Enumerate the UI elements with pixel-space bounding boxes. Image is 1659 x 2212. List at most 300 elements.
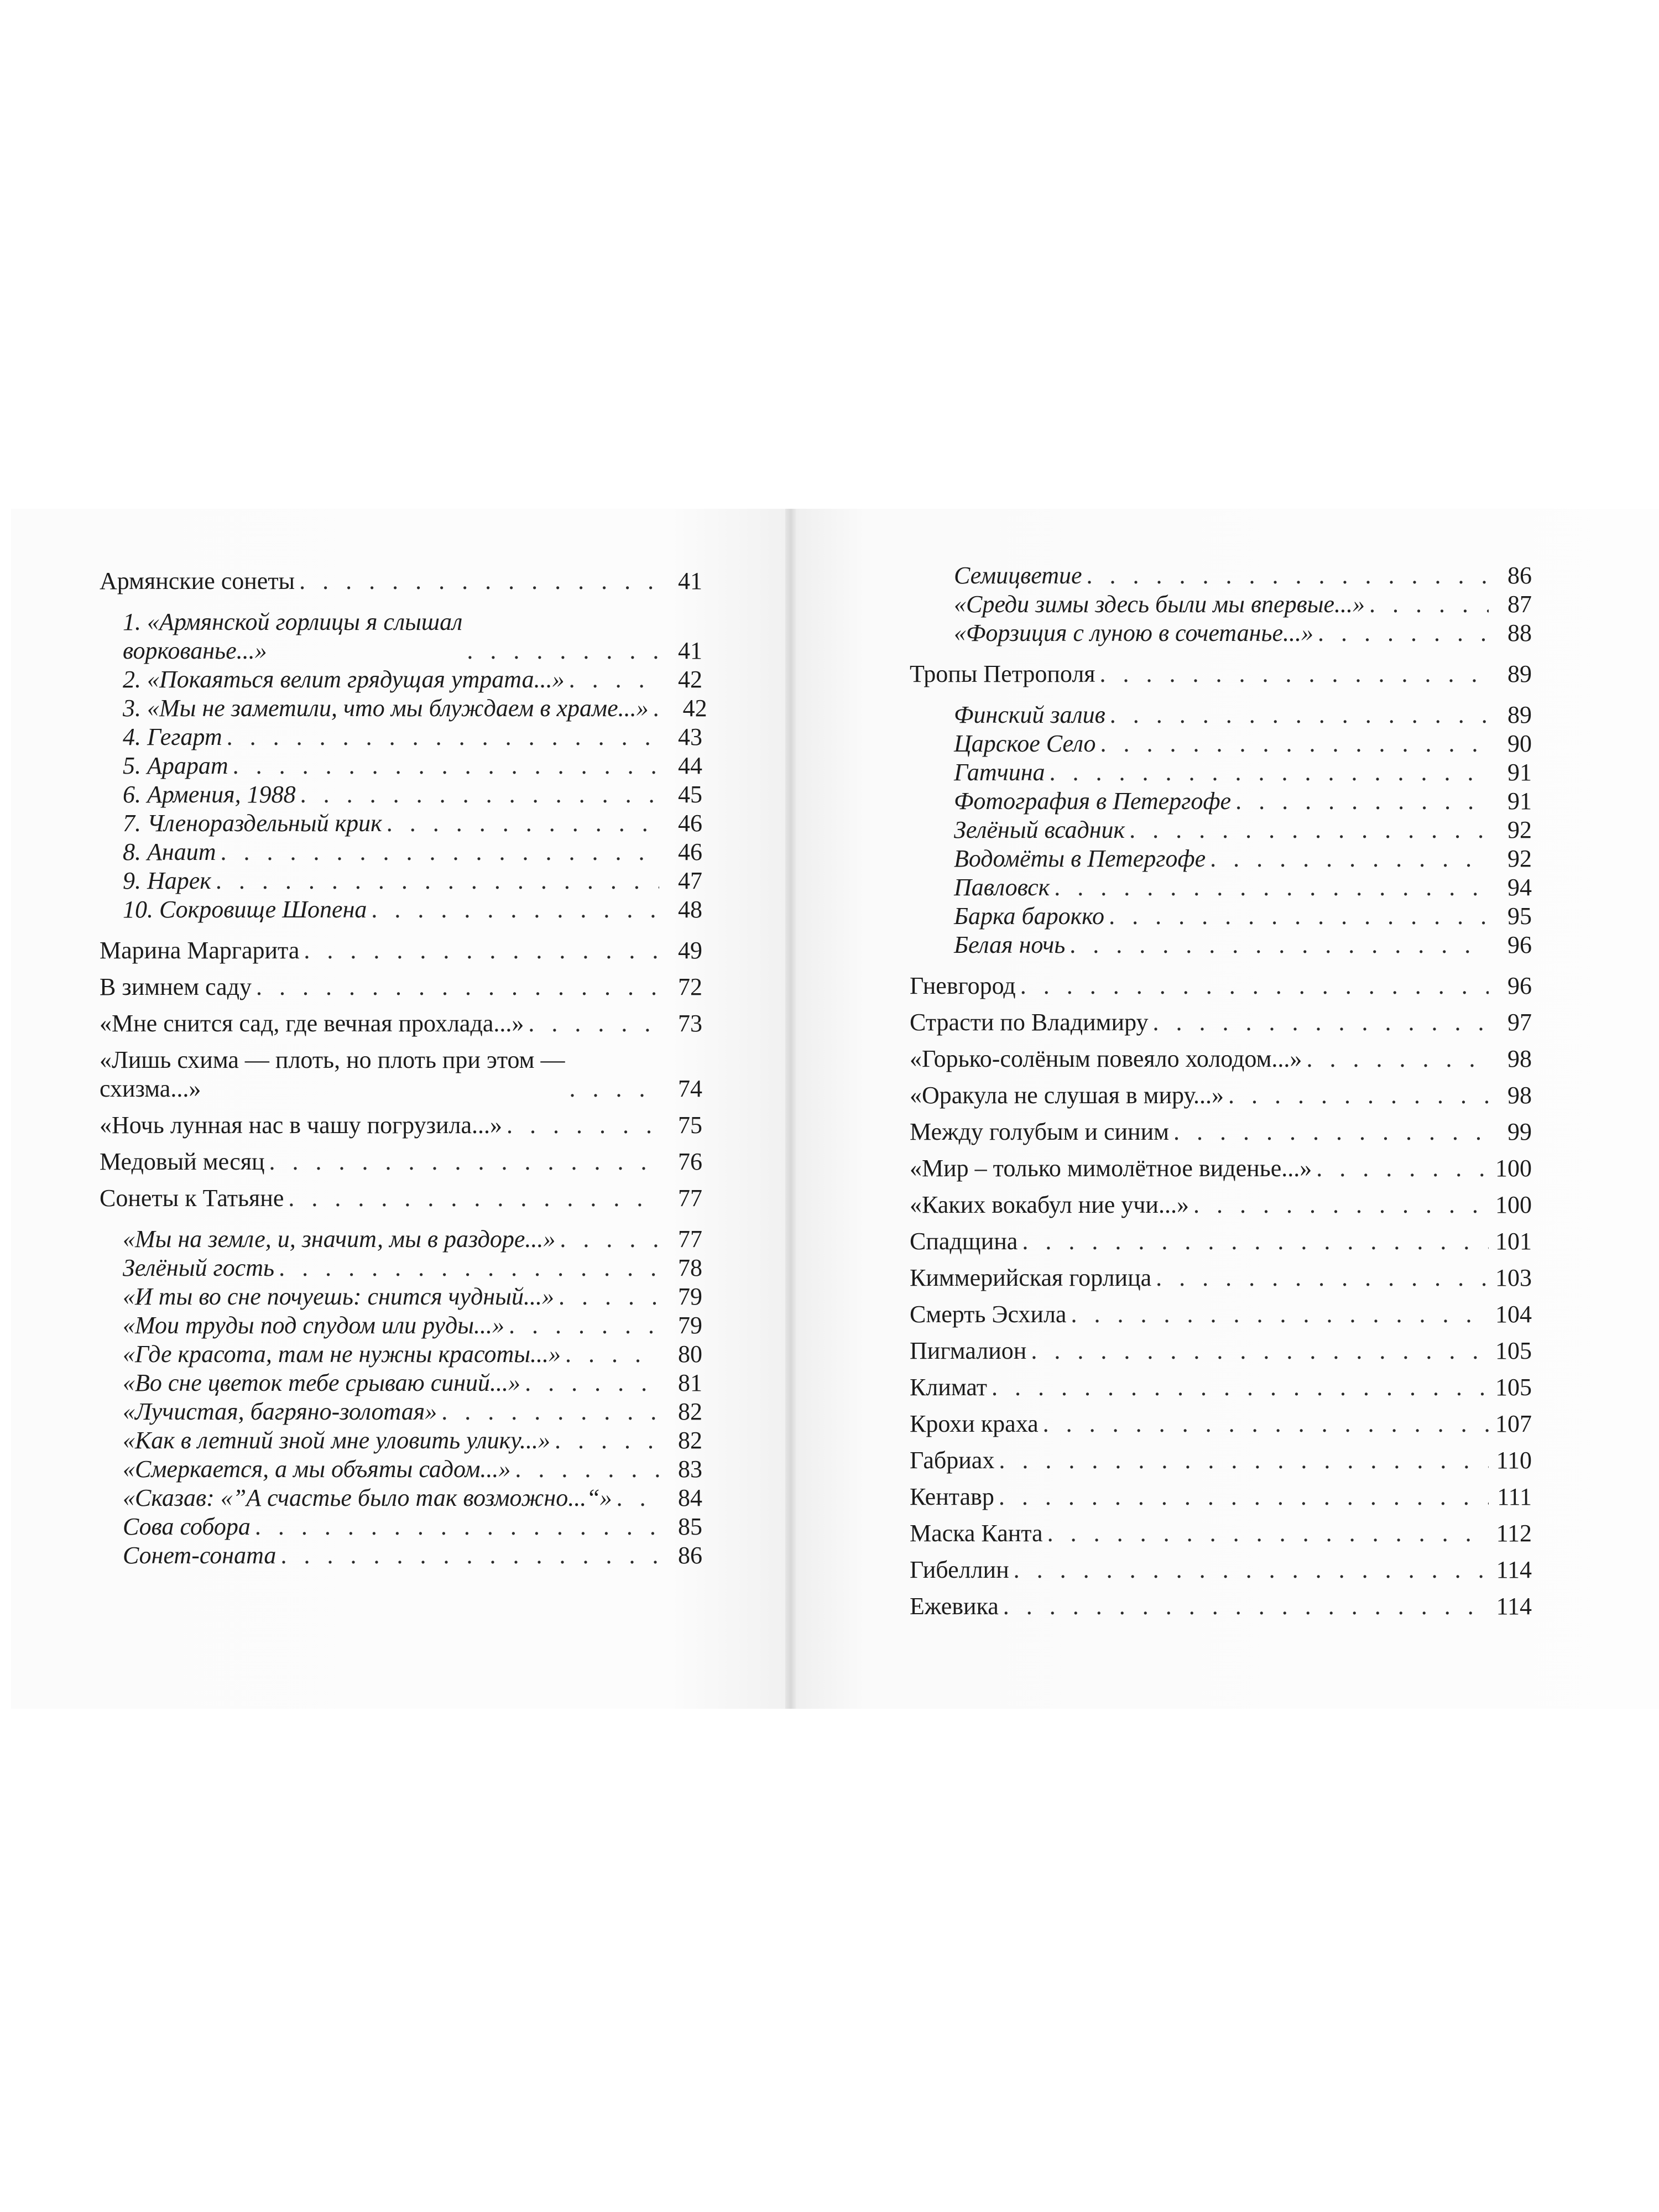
toc-entry-title-line: «Сказав: «”А счастье было так возможно...“» — [123, 1484, 612, 1511]
dot-leader — [992, 1373, 1489, 1402]
toc-entry — [123, 838, 702, 867]
toc-page-number: 74 — [678, 1075, 702, 1102]
dot-leader — [279, 1254, 659, 1282]
toc-entry-title-line: 6. Армения, 1988 — [123, 781, 296, 808]
dot-leader — [1047, 1519, 1489, 1548]
toc-page-number: 85 — [678, 1513, 702, 1540]
toc-page-number: 105 — [1495, 1337, 1532, 1364]
toc-page-number: 80 — [678, 1340, 702, 1368]
toc-entry-title-line: Царское Село — [954, 730, 1096, 757]
dot-leader — [280, 1541, 659, 1570]
toc-entry — [954, 701, 1532, 729]
toc-entry — [123, 1311, 702, 1340]
toc-entry-title — [123, 1254, 274, 1282]
dot-leader — [555, 1426, 659, 1455]
toc-page-number: 90 — [1507, 730, 1532, 757]
toc-page-number: 41 — [678, 567, 702, 594]
toc-entry-title-line: Зелёный всадник — [954, 816, 1125, 843]
toc-entry — [100, 1009, 702, 1038]
dot-leader — [1235, 787, 1489, 816]
toc-entry-title-line: 4. Гегарт — [123, 723, 222, 750]
toc-entry-title — [123, 1512, 251, 1541]
toc-page-number: 110 — [1496, 1447, 1532, 1474]
dot-leader — [1054, 873, 1489, 902]
toc-entry-title-line: «Как в летний зной мне уловить улику...» — [123, 1427, 551, 1454]
toc-page-number: 103 — [1495, 1264, 1532, 1291]
toc-page-number: 72 — [678, 973, 702, 1000]
toc-entry-title — [123, 1455, 510, 1484]
toc-entry-title-line: «Ночь лунная нас в чашу погрузила...» — [100, 1112, 502, 1139]
dot-leader — [216, 867, 659, 895]
toc-entry-title — [123, 608, 462, 665]
toc-entry-title-line: «Среди зимы здесь были мы впервые...» — [954, 591, 1365, 618]
toc-entry — [123, 1541, 702, 1570]
toc-entry-title — [910, 1556, 1009, 1584]
toc-entry — [910, 1592, 1532, 1621]
toc-page-number: 101 — [1495, 1228, 1532, 1255]
toc-entry-title-line: Сонет-соната — [123, 1542, 276, 1569]
dot-leader — [570, 1074, 659, 1103]
toc-page-number: 105 — [1495, 1374, 1532, 1401]
toc-entry-title — [910, 1592, 999, 1621]
toc-page-number: 83 — [678, 1455, 702, 1483]
toc-entry — [123, 1397, 702, 1426]
toc-page-number: 96 — [1507, 972, 1532, 999]
toc-page-number: 81 — [678, 1369, 702, 1396]
toc-entry-title-line: Спадщина — [910, 1228, 1018, 1255]
toc-entry — [910, 1118, 1532, 1146]
toc-page-number: 46 — [678, 810, 702, 837]
toc-entry — [954, 902, 1532, 931]
toc-entry-title-continuation: воркованье...» — [123, 637, 267, 664]
toc-entry — [123, 809, 702, 838]
toc-page-number: 86 — [1507, 562, 1532, 589]
dot-leader — [233, 752, 659, 780]
toc-entry-title — [910, 1045, 1302, 1073]
toc-entry-title — [123, 665, 565, 694]
toc-entry — [123, 780, 702, 809]
toc-entry-title-line: Гибеллин — [910, 1556, 1009, 1583]
toc-entry — [954, 758, 1532, 787]
toc-entry-title — [910, 1227, 1018, 1256]
dot-leader — [387, 809, 659, 838]
dot-leader — [1129, 816, 1489, 844]
toc-entry-title-line: «Мои труды под спудом или руды...» — [123, 1312, 505, 1339]
toc-entry-title — [954, 787, 1231, 816]
table-of-contents-left — [100, 567, 707, 1570]
dot-leader — [1014, 1556, 1489, 1584]
toc-entry-title — [910, 1337, 1026, 1365]
toc-page-number: 76 — [678, 1148, 702, 1175]
toc-entry-title — [954, 758, 1045, 787]
toc-entry-title-line: Гатчина — [954, 759, 1045, 786]
toc-entry-title-line: «Мне снится сад, где вечная прохлада...» — [100, 1010, 524, 1037]
toc-entry-title — [123, 838, 216, 867]
toc-entry-title-line: Смерть Эсхила — [910, 1301, 1067, 1328]
dot-leader — [441, 1397, 659, 1426]
toc-page-number: 79 — [678, 1283, 702, 1310]
toc-entry-title-line: «Лучистая, багряно-золотая» — [123, 1398, 437, 1425]
toc-entry-title — [910, 1483, 994, 1511]
toc-page-number: 92 — [1507, 816, 1532, 843]
toc-page-number: 41 — [678, 637, 702, 664]
toc-entry-title-line: Габриах — [910, 1447, 995, 1474]
toc-entry — [910, 1081, 1532, 1110]
toc-entry-title — [910, 1008, 1149, 1037]
toc-entry — [123, 694, 707, 723]
dot-leader — [1100, 660, 1489, 688]
toc-entry-title-line: Марина Маргарита — [100, 937, 300, 964]
dot-leader — [525, 1369, 659, 1397]
dot-leader — [1070, 931, 1489, 959]
toc-entry-title-line: Киммерийская горлица — [910, 1264, 1152, 1291]
dot-leader — [1153, 1008, 1489, 1037]
toc-entry-title — [910, 1154, 1312, 1183]
toc-entry — [123, 1225, 702, 1254]
dot-leader — [1050, 758, 1489, 787]
dot-leader — [1156, 1264, 1489, 1292]
toc-entry-title-line: «Мир – только мимолётное виденье...» — [910, 1155, 1312, 1182]
toc-page-number: 77 — [678, 1225, 702, 1253]
toc-page-number: 89 — [1507, 701, 1532, 728]
toc-entry-title — [100, 1046, 565, 1103]
toc-entry-title — [123, 867, 211, 895]
toc-entry-title — [954, 729, 1096, 758]
toc-entry — [123, 895, 702, 924]
dot-leader — [1318, 619, 1489, 648]
dot-leader — [1193, 1191, 1489, 1219]
toc-entry-title-line: 1. «Армянской горлицы я слышал — [123, 608, 463, 635]
toc-entry — [100, 1184, 702, 1213]
toc-entry-title-line: Климат — [910, 1374, 988, 1401]
toc-page-number: 79 — [678, 1312, 702, 1339]
toc-entry — [954, 873, 1532, 902]
toc-entry — [910, 1519, 1532, 1548]
toc-entry-title — [123, 1225, 555, 1254]
toc-entry — [123, 1340, 702, 1369]
toc-entry-title — [123, 780, 296, 809]
toc-entry-title — [954, 590, 1365, 619]
toc-entry-title-line: Пигмалион — [910, 1337, 1027, 1364]
toc-entry-title-line: Зелёный гость — [123, 1254, 275, 1281]
toc-entry-title — [123, 895, 367, 924]
toc-entry-title — [954, 873, 1050, 902]
toc-page-number: 112 — [1496, 1520, 1532, 1547]
toc-entry-title — [954, 701, 1105, 729]
toc-entry — [123, 608, 702, 665]
toc-page-number: 91 — [1507, 759, 1532, 786]
toc-entry-title — [123, 752, 228, 780]
toc-page-number: 94 — [1507, 874, 1532, 901]
toc-page-number: 89 — [1507, 660, 1532, 687]
toc-page-number: 78 — [678, 1254, 702, 1281]
toc-entry-title — [954, 561, 1082, 590]
toc-entry — [910, 1337, 1532, 1365]
toc-entry-title — [100, 1184, 284, 1213]
toc-entry — [954, 590, 1532, 619]
toc-page-number: 114 — [1496, 1593, 1532, 1620]
toc-page-number: 77 — [678, 1185, 702, 1212]
toc-page-number: 75 — [678, 1112, 702, 1139]
toc-entry-title-line: 2. «Покаяться велит грядущая утрата...» — [123, 666, 565, 693]
toc-entry-title-line: 8. Анаит — [123, 838, 216, 865]
toc-entry — [954, 729, 1532, 758]
toc-page-number: 42 — [682, 695, 707, 722]
dot-leader — [560, 1225, 659, 1254]
toc-entry — [100, 973, 702, 1001]
toc-entry-title-line: 9. Нарек — [123, 867, 211, 894]
toc-entry-title — [123, 723, 222, 752]
toc-entry — [910, 1300, 1532, 1329]
dot-leader — [1087, 561, 1489, 590]
toc-entry-title-line: Водомёты в Петергофе — [954, 845, 1206, 872]
toc-entry — [910, 660, 1532, 688]
toc-entry-title — [100, 936, 299, 965]
toc-entry-title — [954, 902, 1104, 931]
toc-page-number: 48 — [678, 896, 702, 923]
toc-entry-title-line: Медовый месяц — [100, 1148, 265, 1175]
toc-entry — [910, 1008, 1532, 1037]
toc-entry-title — [910, 1446, 994, 1475]
toc-entry — [910, 1556, 1532, 1584]
toc-entry-title — [910, 1191, 1189, 1219]
toc-entry — [123, 1369, 702, 1397]
dot-leader — [1369, 590, 1489, 619]
toc-entry — [123, 665, 702, 694]
dot-leader — [565, 1340, 659, 1369]
toc-entry-title — [100, 1147, 265, 1176]
dot-leader — [1043, 1410, 1489, 1438]
toc-page-number: 43 — [678, 723, 702, 750]
toc-entry-title-line: 3. «Мы не заметили, что мы блуждаем в храме...» — [123, 695, 649, 722]
toc-entry-title — [123, 1340, 561, 1369]
toc-entry — [954, 619, 1532, 648]
dot-leader — [1316, 1154, 1489, 1183]
toc-page-number: 92 — [1507, 845, 1532, 872]
toc-entry-title-line: Фотография в Петергофе — [954, 787, 1232, 815]
toc-entry-title-line: Ежевика — [910, 1593, 999, 1620]
toc-page-number: 47 — [678, 867, 702, 894]
toc-entry-title-line: 5. Арарат — [123, 752, 228, 779]
toc-page-number: 45 — [678, 781, 702, 808]
toc-entry-title-line: Крохи краха — [910, 1410, 1039, 1437]
toc-entry-title-continuation: схизма...» — [100, 1075, 201, 1102]
toc-page-number: 46 — [678, 838, 702, 865]
toc-entry — [954, 844, 1532, 873]
dot-leader — [509, 1311, 659, 1340]
dot-leader — [653, 694, 664, 723]
dot-leader — [507, 1111, 659, 1140]
toc-page-number: 98 — [1507, 1082, 1532, 1109]
dot-leader — [300, 780, 659, 809]
toc-entry-title-line: Барка барокко — [954, 902, 1105, 930]
toc-entry-title — [954, 844, 1206, 873]
toc-page-number: 98 — [1507, 1045, 1532, 1072]
toc-entry-title — [910, 972, 1016, 1000]
toc-entry-title — [910, 1081, 1224, 1110]
toc-entry-title — [954, 816, 1125, 844]
toc-page-number: 44 — [678, 752, 702, 779]
toc-entry-title-line: «Смеркается, а мы объяты садом...» — [123, 1455, 511, 1483]
toc-entry — [910, 1483, 1532, 1511]
toc-page-number: 73 — [678, 1010, 702, 1037]
dot-leader — [269, 1147, 659, 1176]
toc-entry-title — [100, 1111, 502, 1140]
toc-entry-title — [100, 1009, 524, 1038]
toc-entry-title — [123, 1397, 437, 1426]
toc-entry — [910, 1373, 1532, 1402]
toc-entry-title — [910, 1410, 1039, 1438]
toc-entry-title-line: «Где красота, там не нужны красоты...» — [123, 1340, 561, 1368]
toc-entry — [123, 867, 702, 895]
toc-entry — [954, 787, 1532, 816]
table-of-contents-right — [910, 561, 1532, 1621]
dot-leader — [515, 1455, 659, 1484]
toc-entry — [123, 1484, 702, 1512]
toc-page-number: 114 — [1496, 1556, 1532, 1583]
toc-page-number: 107 — [1495, 1410, 1532, 1437]
dot-leader — [220, 838, 659, 867]
dot-leader — [299, 567, 659, 596]
toc-entry — [910, 1446, 1532, 1475]
toc-entry-title-line: «Оракула не слушая в миру...» — [910, 1082, 1224, 1109]
dot-leader — [1110, 701, 1489, 729]
toc-entry-title-line: Гневгород — [910, 972, 1016, 999]
toc-entry — [100, 1046, 702, 1103]
toc-entry-title — [123, 1369, 520, 1397]
toc-entry-title-line: Армянские сонеты — [100, 567, 295, 594]
toc-entry-title — [100, 973, 252, 1001]
toc-page-number: 42 — [678, 666, 702, 693]
toc-entry — [123, 1254, 702, 1282]
toc-entry-title — [910, 1373, 987, 1402]
toc-entry-title-line: 10. Сокровище Шопена — [123, 896, 367, 923]
toc-entry — [954, 931, 1532, 959]
dot-leader — [288, 1184, 659, 1213]
toc-entry-title — [123, 694, 649, 723]
toc-page-number: 86 — [678, 1542, 702, 1569]
toc-entry — [100, 936, 702, 965]
dot-leader — [1020, 972, 1489, 1000]
toc-entry-title — [910, 660, 1095, 688]
dot-leader — [1306, 1045, 1489, 1073]
toc-page-number: 99 — [1507, 1118, 1532, 1145]
toc-entry-title — [100, 567, 295, 596]
toc-entry-title-line: «Горько-солёным повеяло холодом...» — [910, 1045, 1302, 1072]
toc-entry-title — [910, 1118, 1169, 1146]
toc-entry-title — [123, 1484, 612, 1512]
dot-leader — [999, 1483, 1489, 1511]
dot-leader — [559, 1282, 659, 1311]
dot-leader — [1022, 1227, 1489, 1256]
toc-page-number: 88 — [1507, 619, 1532, 646]
dot-leader — [1109, 902, 1489, 931]
toc-entry-title — [910, 1300, 1066, 1329]
toc-entry — [954, 561, 1532, 590]
toc-entry-title-line: Маска Канта — [910, 1520, 1043, 1547]
dot-leader — [1100, 729, 1489, 758]
toc-entry — [910, 1045, 1532, 1073]
toc-page-number: 84 — [678, 1484, 702, 1511]
dot-leader — [1003, 1592, 1489, 1621]
toc-entry-title — [123, 1541, 276, 1570]
toc-entry-title-line: «Лишь схима — плоть, но плоть при этом — — [100, 1046, 565, 1073]
dot-leader — [256, 973, 659, 1001]
toc-entry — [910, 1410, 1532, 1438]
toc-entry-title-line: Страсти по Владимиру — [910, 1009, 1149, 1036]
dot-leader — [1071, 1300, 1489, 1329]
toc-entry — [123, 1282, 702, 1311]
toc-entry — [123, 752, 702, 780]
toc-entry — [123, 723, 702, 752]
toc-page-number: 82 — [678, 1427, 702, 1454]
toc-entry — [123, 1426, 702, 1455]
toc-entry-title — [123, 1282, 554, 1311]
toc-page-number: 111 — [1497, 1483, 1532, 1510]
dot-leader — [1210, 844, 1489, 873]
toc-entry-title-line: Павловск — [954, 874, 1050, 901]
dot-leader — [999, 1446, 1489, 1475]
toc-entry-title-line: «Во сне цветок тебе срываю синий...» — [123, 1369, 521, 1396]
dot-leader — [467, 637, 659, 665]
toc-entry-title — [910, 1264, 1151, 1292]
dot-leader — [528, 1009, 659, 1038]
toc-entry — [100, 1147, 702, 1176]
toc-page-number: 96 — [1507, 931, 1532, 958]
toc-entry — [910, 1154, 1532, 1183]
dot-leader — [304, 936, 659, 965]
toc-entry-title — [910, 1519, 1043, 1548]
toc-entry-title-line: Сова собора — [123, 1513, 251, 1540]
dot-leader — [1228, 1081, 1489, 1110]
book-gutter — [785, 509, 796, 1709]
toc-page-number: 100 — [1495, 1155, 1532, 1182]
toc-entry-title-line: «И ты во сне почуешь: снится чудный...» — [123, 1283, 554, 1310]
toc-entry-title — [954, 931, 1065, 959]
toc-entry-title-line: Белая ночь — [954, 931, 1066, 958]
toc-entry — [123, 1512, 702, 1541]
dot-leader — [569, 665, 659, 694]
toc-entry-title-line: 7. Членораздельный крик — [123, 810, 382, 837]
toc-entry — [123, 1455, 702, 1484]
toc-entry-title-line: Между голубым и синим — [910, 1118, 1169, 1145]
toc-entry-title-line: Сонеты к Татьяне — [100, 1185, 284, 1212]
dot-leader — [255, 1512, 659, 1541]
toc-entry — [100, 567, 702, 596]
toc-entry-title-line: Финский залив — [954, 701, 1105, 728]
toc-page-number: 97 — [1507, 1009, 1532, 1036]
toc-entry-title-line: «Мы на земле, и, значит, мы в раздоре...» — [123, 1225, 556, 1253]
toc-entry-title-line: Кентавр — [910, 1483, 994, 1510]
dot-leader — [1173, 1118, 1489, 1146]
toc-entry-title-line: Семицветие — [954, 562, 1082, 589]
toc-page-number: 104 — [1495, 1301, 1532, 1328]
toc-entry — [910, 1264, 1532, 1292]
toc-entry-title — [123, 1311, 504, 1340]
dot-leader — [617, 1484, 659, 1512]
dot-leader — [371, 895, 659, 924]
toc-entry-title-line: «Форзиция с луною в сочетанье...» — [954, 619, 1313, 646]
toc-page-number: 91 — [1507, 787, 1532, 815]
toc-page-number: 82 — [678, 1398, 702, 1425]
toc-entry-title-line: В зимнем саду — [100, 973, 252, 1000]
toc-page-number: 87 — [1507, 591, 1532, 618]
toc-entry — [910, 1191, 1532, 1219]
toc-entry — [100, 1111, 702, 1140]
toc-entry-title-line: «Каких вокабул ние учи...» — [910, 1191, 1189, 1218]
toc-entry — [910, 972, 1532, 1000]
toc-entry-title — [954, 619, 1313, 648]
